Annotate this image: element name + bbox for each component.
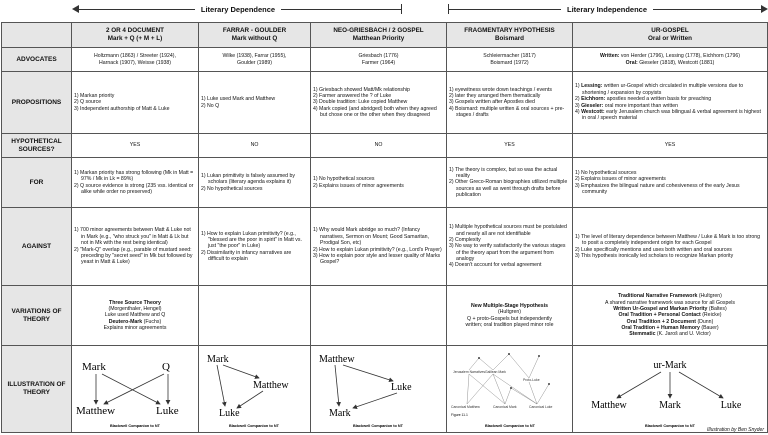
advocates-farrar-goulder: Wilke (1938), Farrar (1955), Goulder (1989)	[199, 48, 311, 72]
node-matthew: Matthew	[591, 400, 627, 411]
propositions-fragmentary: 1) eyewitness wrote down teachings / events 2) later they arranged them thematically 3) Gospels written after Apostles died 4) Boismard: multiple written & oral sources + pre-stages / drafts	[447, 72, 573, 134]
node-luke: Luke	[391, 382, 412, 393]
edge-mark-luke	[217, 365, 225, 406]
for-2-document: 1) Markan priority has strong following (Mk in Matt = 97% / Mk in Lk = 89%) 2) Q source evidence is strong (235 vss. identical or alike while order no preserved)	[72, 158, 199, 208]
variations-ur-gospel: Traditional Narrative Framework (Hultgren) A shared narrative framework was source for all Gospels Written Ur-Gospel and Markan Priority (Baltes) Oral Tradition + Personal Contact (Reicke) Oral Tradition + 2 Document (Dunn) Oral Tradition + Human Memory (Bauer) Stemmatic (K. Jaroš and U. Victor)	[573, 286, 768, 346]
for-fragmentary: 1) The theory is complex, but so was the actual reality 2) Other Greco-Roman biographies utilized multiple sources as well as went through drafts before publication	[447, 158, 573, 208]
header-row	[2, 23, 768, 48]
for-row	[2, 158, 768, 208]
diagram-fragmentary	[447, 346, 573, 433]
for-ur-gospel: 1) No hypothetical sources 2) Explains issues of minor agreements 3) Emphasizes the bilingual nature and cohesiveness of the early Jesus community	[573, 158, 768, 208]
edge-matthew-luke	[343, 365, 393, 381]
diagram-neo-griesbach	[311, 346, 447, 433]
row-header-for: FOR	[2, 158, 72, 208]
column-header-neo-griesbach: NEO-GRIESBACH / 2 GOSPEL Matthean Priority	[311, 23, 447, 48]
row-header-propositions: PROPOSITIONS	[2, 72, 72, 134]
advocates-neo-griesbach: Griesbach (1776) Farmer (1964)	[311, 48, 447, 72]
propositions-neo-griesbach: 1) Griesbach showed Matt/Mk relationship 2) Farmer answered the ? of Luke 3) Double tradition: Luke copied Matthew 4) Mark copied (and abridged) both when they agreed but chose one or the other when they disagreed	[311, 72, 447, 134]
node-luke: Luke	[219, 408, 240, 419]
hypothetical-fragmentary: YES	[447, 134, 573, 158]
against-row	[2, 208, 768, 286]
synoptic-problem-table	[1, 22, 768, 433]
corner-cell	[2, 23, 72, 48]
variations-2-document: Three Source Theory (Morgenthaler, Hengel) Luke used Matthew and Q Deutero-Mark (Fuchs) Explains minor agreements	[72, 286, 199, 346]
two-document-diagram	[74, 348, 196, 430]
node-mark: Mark	[659, 400, 681, 411]
literary-independence-label: Literary Independence	[561, 5, 653, 14]
node-matthew: Matthew	[319, 354, 355, 365]
against-neo-griesbach: 1) Why would Mark abridge so much? (Infancy narratives, Sermon on Mount; Good Samaritan, Prodigal Son, etc) 2) How to explain Lukan primitivity? (e.g., Lord's Prayer) 3) How to explain poor style and lesser quality of Marks Gospel?	[311, 208, 447, 286]
row-header-hypothetical: HYPOTHETICAL SOURCES?	[2, 134, 72, 158]
hypothetical-ur-gospel: YES	[573, 134, 768, 158]
column-header-2-document: 2 OR 4 DOCUMENT Mark + Q (+ M + L)	[72, 23, 199, 48]
against-farrar-goulder: 1) How to explain Lukan primitivity? (e.g., "blessed are the poor in spirit" in Matt vs. just "the poor" in Luke) 2) Dissimilarity in infancy narratives are difficult to explain	[199, 208, 311, 286]
literary-dependence-label: Literary Dependence	[195, 5, 281, 14]
edge-matthew-mark	[335, 365, 339, 406]
edge-q-matthew	[104, 374, 164, 404]
row-header-advocates: ADVOCATES	[2, 48, 72, 72]
farrar-goulder-diagram	[201, 348, 308, 430]
hypothetical-neo-griesbach: NO	[311, 134, 447, 158]
diagram-caption: Blackwell Companion to NT	[229, 424, 279, 428]
variations-neo-griesbach	[311, 286, 447, 346]
hypothetical-farrar-goulder: NO	[199, 134, 311, 158]
advocates-row	[2, 48, 768, 72]
node-luke: Luke	[720, 400, 742, 411]
frag-node-galilean-mark: Galilean Mark	[485, 370, 506, 374]
node-matthew: Matthew	[76, 405, 116, 417]
propositions-farrar-goulder: 1) Luke used Mark and Matthew 2) No Q	[199, 72, 311, 134]
variations-fragmentary: New Multiple-Stage Hypothesis (Hultgren) Q + proto-Gospels but independently written; oral tradition played minor role	[447, 286, 573, 346]
advocates-2-document: Holtzmann (1863) / Streeter (1924), Harnack (1907), Weisse (1938)	[72, 48, 199, 72]
hypothetical-2-document: YES	[72, 134, 199, 158]
propositions-row	[2, 72, 768, 134]
diagram-caption: Blackwell Companion to NT	[645, 424, 695, 428]
literary-dependence-bar	[74, 1, 402, 17]
node-matthew: Matthew	[253, 380, 289, 391]
node-mark: Mark	[207, 354, 229, 365]
row-header-against: AGAINST	[2, 208, 72, 286]
propositions-ur-gospel: 1) Lessing: written ur-Gospel which circulated in multiple versions due to shortening / expansion by copyists 2) Eichhorn: apostles needed a written basis for preaching 3) Gieseler: oral more important than written 4) Westcott: early Jerusalem church was bilingual & verbal agreement is highest in oral / speech material	[573, 72, 768, 134]
diagram-farrar-goulder	[199, 346, 311, 433]
edge-matthew-luke	[237, 391, 263, 408]
row-header-illustration: ILLUSTRATION OF THEORY	[2, 346, 72, 433]
column-header-ur-gospel: UR-GOSPEL Oral or Written	[573, 23, 768, 48]
for-neo-griesbach: 1) No hypothetical sources 2) Explains issues of minor agreements	[311, 158, 447, 208]
variations-row	[2, 286, 768, 346]
node-q: Q	[162, 361, 170, 373]
literary-independence-bar	[448, 1, 766, 17]
fragmentary-diagram	[449, 348, 571, 430]
node-luke: Luke	[156, 405, 179, 417]
illustration-credit: Illustration by Ben Snyder	[707, 427, 764, 433]
row-header-variations: VARIATIONS OF THEORY	[2, 286, 72, 346]
variations-farrar-goulder	[199, 286, 311, 346]
column-header-farrar-goulder: FARRAR - GOULDER Mark without Q	[199, 23, 311, 48]
edge-urmark-matthew	[617, 372, 661, 398]
advocates-fragmentary: Schleiermacher (1817) Boismard (1972)	[447, 48, 573, 72]
node-ur-mark: ur-Mark	[653, 360, 687, 371]
diagram-caption: Blackwell Companion to NT	[485, 424, 535, 428]
diagram-caption: Blackwell Companion to NT	[353, 424, 403, 428]
for-farrar-goulder: 1) Lukan primitivity is falsely assumed by scholars (literary agenda explains it) 2) No hypothetical sources	[199, 158, 311, 208]
hypothetical-row	[2, 134, 768, 158]
diagram-2-document	[72, 346, 199, 433]
edge-urmark-luke	[679, 372, 723, 398]
frag-node-proto-luke: Proto-Luke	[523, 378, 540, 382]
edge-luke-mark	[353, 393, 397, 408]
against-fragmentary: 1) Multiple hypothetical sources must be postulated and nearly all are not identifiable 2) Complexity 3) No way to verify satisfactorily the various stages of the theory apart from the argument from analogy 4) Doesn't account for verbal agreement	[447, 208, 573, 286]
edge-mark-matthew	[223, 365, 259, 378]
frag-node-canonical-mark: Canonical Mark	[493, 405, 517, 409]
advocates-ur-gospel: Written: von Herder (1796), Lessing (1778), Eichhorn (1796) Oral: Gieseler (1818), Westcott (1881)	[573, 48, 768, 72]
ur-gospel-diagram	[575, 348, 765, 430]
illustration-row	[2, 346, 768, 433]
edge-mark-luke	[102, 374, 160, 404]
column-header-fragmentary: FRAGMENTARY HYPOTHESIS Boismard	[447, 23, 573, 48]
node-mark: Mark	[82, 361, 106, 373]
neo-griesbach-diagram	[313, 348, 444, 430]
frag-node-canonical-matthew: Canonical Matthew	[451, 405, 480, 409]
against-2-document: 1) 700 minor agreements between Matt & Luke not in Mark (e.g., "who struck you" in Matt & Lk but not in Mk with the rest being identical) 2) "Mark-Q" overlap (e.g., parable of mustard seed: preceding by "secret seed" in Mk but followed by yeast in Matt & Luke)	[72, 208, 199, 286]
figure-number: Figure 11.1	[451, 413, 468, 417]
frag-node-canonical-luke: Canonical Luke	[529, 405, 553, 409]
diagram-ur-gospel	[573, 346, 768, 433]
frag-node-jerusalem: Jerusalem Narratives	[453, 370, 486, 374]
diagram-caption: Blackwell Companion to NT	[110, 424, 160, 428]
node-mark: Mark	[329, 408, 351, 419]
propositions-2-document: 1) Markan priority 2) Q source 3) Independent authorship of Matt & Luke	[72, 72, 199, 134]
against-ur-gospel: 1) The level of literary dependence between Matthew / Luke & Mark is too strong to posit a completely independent origin for each Gospel 2) Luke specifically mentions and uses both written and oral sources 3) This hypothesis ironically led scholars to recognize Markan priority	[573, 208, 768, 286]
